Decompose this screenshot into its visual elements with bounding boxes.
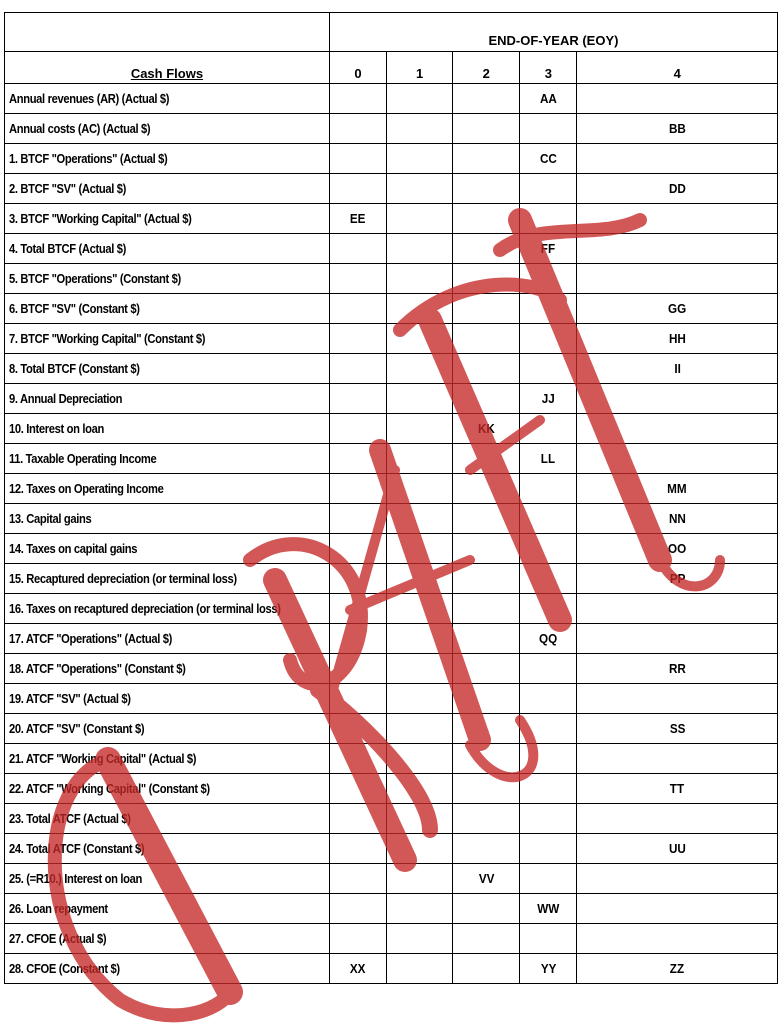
row-label [5,744,330,774]
value-text: EE [350,211,366,226]
row-label [5,354,330,384]
table-row [5,294,778,324]
row-label [5,804,330,834]
header-row-eoy [5,13,778,52]
value-cell-year-4 [577,834,778,864]
row-label [5,264,330,294]
value-text: GG [668,301,687,316]
value-cell-year-4 [577,804,778,834]
value-cell-year-3 [520,264,577,294]
table-row [5,654,778,684]
row-label-text: 22. ATCF "Working Capital" (Constant $) [9,781,210,796]
year-header-3: 3 [520,52,577,84]
table-row [5,804,778,834]
value-text: KK [477,421,495,436]
row-label-text: Annual costs (AC) (Actual $) [9,121,151,136]
value-cell-year-2 [453,204,520,234]
value-cell-year-3 [520,684,577,714]
value-cell-year-0 [329,174,386,204]
header-row-years [5,52,778,84]
row-label [5,714,330,744]
table-row [5,114,778,144]
row-label [5,954,330,984]
row-label-text: 24. Total ATCF (Constant $) [9,841,145,856]
row-label-text: 6. BTCF "SV" (Constant $) [9,301,140,316]
value-text: UU [668,841,686,856]
value-cell-year-4 [577,234,778,264]
value-cell-year-1 [387,804,453,834]
value-cell-year-4 [577,924,778,954]
value-cell-year-0 [329,204,386,234]
row-label [5,534,330,564]
value-cell-year-2 [453,444,520,474]
row-label-text: 8. Total BTCF (Constant $) [9,361,140,376]
row-label-text: 5. BTCF "Operations" (Constant $) [9,271,181,286]
row-label [5,624,330,654]
row-label-text: 13. Capital gains [9,511,92,526]
value-cell-year-2 [453,624,520,654]
value-cell-year-2 [453,474,520,504]
value-cell-year-3 [520,84,577,114]
value-cell-year-2 [453,384,520,414]
value-cell-year-3 [520,234,577,264]
value-cell-year-2 [453,564,520,594]
table-row [5,594,778,624]
value-cell-year-1 [387,774,453,804]
value-cell-year-3 [520,594,577,624]
value-cell-year-3 [520,924,577,954]
cash-flow-table [4,12,778,984]
value-cell-year-1 [387,564,453,594]
table-row [5,504,778,534]
value-cell-year-3 [520,534,577,564]
value-cell-year-0 [329,474,386,504]
table-row [5,864,778,894]
value-cell-year-1 [387,84,453,114]
value-cell-year-3 [520,774,577,804]
value-cell-year-0 [329,714,386,744]
value-cell-year-0 [329,294,386,324]
value-cell-year-1 [387,864,453,894]
table-row [5,84,778,114]
row-label [5,84,330,114]
value-cell-year-2 [453,804,520,834]
row-label-text: 19. ATCF "SV" (Actual $) [9,691,131,706]
row-label [5,384,330,414]
row-label-text: 2. BTCF "SV" (Actual $) [9,181,127,196]
value-cell-year-4 [577,354,778,384]
value-cell-year-1 [387,354,453,384]
table-row [5,174,778,204]
row-label-text: 3. BTCF "Working Capital" (Actual $) [9,211,192,226]
value-cell-year-1 [387,324,453,354]
value-cell-year-0 [329,624,386,654]
value-cell-year-4 [577,474,778,504]
table-row [5,624,778,654]
value-cell-year-0 [329,564,386,594]
value-cell-year-2 [453,894,520,924]
value-text: NN [668,511,686,526]
row-label [5,594,330,624]
value-cell-year-0 [329,144,386,174]
value-cell-year-0 [329,234,386,264]
row-label [5,504,330,534]
row-label-text: 4. Total BTCF (Actual $) [9,241,127,256]
cash-flows-header: Cash Flows [5,52,330,84]
value-cell-year-1 [387,474,453,504]
value-cell-year-3 [520,624,577,654]
row-label-text: 7. BTCF "Working Capital" (Constant $) [9,331,206,346]
value-cell-year-1 [387,444,453,474]
value-cell-year-1 [387,954,453,984]
value-cell-year-3 [520,864,577,894]
value-cell-year-1 [387,684,453,714]
value-cell-year-4 [577,864,778,894]
value-cell-year-2 [453,144,520,174]
value-cell-year-0 [329,264,386,294]
value-cell-year-4 [577,264,778,294]
value-cell-year-1 [387,264,453,294]
row-label [5,114,330,144]
value-cell-year-4 [577,174,778,204]
value-text: LL [541,451,556,466]
table-row [5,684,778,714]
value-cell-year-4 [577,564,778,594]
value-cell-year-2 [453,294,520,324]
table-row [5,474,778,504]
value-cell-year-2 [453,84,520,114]
table-row [5,924,778,954]
value-cell-year-4 [577,774,778,804]
value-cell-year-3 [520,474,577,504]
value-text: II [673,361,681,376]
row-label [5,444,330,474]
value-cell-year-3 [520,834,577,864]
value-cell-year-4 [577,504,778,534]
value-cell-year-1 [387,534,453,564]
value-cell-year-4 [577,714,778,744]
row-label-text: 9. Annual Depreciation [9,391,123,406]
value-cell-year-0 [329,384,386,414]
value-cell-year-2 [453,594,520,624]
row-label [5,294,330,324]
row-label-text: Annual revenues (AR) (Actual $) [9,91,170,106]
value-cell-year-1 [387,744,453,774]
value-cell-year-2 [453,714,520,744]
value-cell-year-0 [329,774,386,804]
row-label-text: 18. ATCF "Operations" (Constant $) [9,661,186,676]
value-cell-year-1 [387,894,453,924]
value-cell-year-1 [387,114,453,144]
value-cell-year-4 [577,444,778,474]
value-cell-year-3 [520,564,577,594]
row-label [5,324,330,354]
value-cell-year-3 [520,384,577,414]
value-cell-year-1 [387,204,453,234]
value-cell-year-0 [329,954,386,984]
table-row [5,564,778,594]
row-label [5,414,330,444]
row-label [5,924,330,954]
value-cell-year-0 [329,834,386,864]
value-cell-year-3 [520,804,577,834]
value-cell-year-2 [453,774,520,804]
value-text: XX [350,961,366,976]
value-text: BB [668,121,686,136]
value-cell-year-3 [520,144,577,174]
value-cell-year-4 [577,204,778,234]
row-label-text: 14. Taxes on capital gains [9,541,138,556]
value-cell-year-3 [520,894,577,924]
value-text: YY [540,961,557,976]
value-cell-year-4 [577,114,778,144]
value-cell-year-4 [577,624,778,654]
row-label [5,144,330,174]
year-header-1: 1 [387,52,453,84]
value-cell-year-2 [453,324,520,354]
value-cell-year-2 [453,234,520,264]
value-cell-year-3 [520,294,577,324]
value-cell-year-0 [329,114,386,144]
value-text: MM [667,481,687,496]
table-row [5,954,778,984]
value-text: VV [478,871,495,886]
value-cell-year-2 [453,744,520,774]
value-cell-year-0 [329,804,386,834]
row-label [5,654,330,684]
row-label [5,474,330,504]
table-row [5,744,778,774]
row-label-text: 12. Taxes on Operating Income [9,481,164,496]
table-row [5,234,778,264]
value-cell-year-3 [520,654,577,684]
value-cell-year-2 [453,684,520,714]
value-cell-year-1 [387,234,453,264]
value-cell-year-1 [387,714,453,744]
value-text: PP [669,571,686,586]
value-cell-year-2 [453,414,520,444]
value-cell-year-3 [520,174,577,204]
value-cell-year-4 [577,954,778,984]
header-blank-cell [5,13,330,52]
year-header-0: 0 [329,52,386,84]
row-label [5,834,330,864]
value-cell-year-3 [520,354,577,384]
value-text: JJ [541,391,555,406]
row-label-text: 21. ATCF "Working Capital" (Actual $) [9,751,197,766]
value-cell-year-1 [387,144,453,174]
row-label [5,174,330,204]
value-cell-year-2 [453,954,520,984]
value-cell-year-4 [577,84,778,114]
value-cell-year-4 [577,654,778,684]
value-cell-year-4 [577,144,778,174]
value-cell-year-3 [520,324,577,354]
value-cell-year-2 [453,864,520,894]
row-label-text: 27. CFOE (Actual $) [9,931,107,946]
value-cell-year-4 [577,744,778,774]
value-cell-year-0 [329,84,386,114]
value-cell-year-4 [577,414,778,444]
row-label [5,774,330,804]
value-text: HH [668,331,686,346]
table-row [5,204,778,234]
table-row [5,834,778,864]
row-label-text: 17. ATCF "Operations" (Actual $) [9,631,172,646]
value-text: QQ [539,631,558,646]
row-label-text: 26. Loan repayment [9,901,108,916]
value-cell-year-2 [453,654,520,684]
value-cell-year-2 [453,114,520,144]
value-cell-year-1 [387,414,453,444]
value-cell-year-3 [520,444,577,474]
value-cell-year-0 [329,444,386,474]
value-text: RR [668,661,686,676]
table-row [5,774,778,804]
value-cell-year-2 [453,174,520,204]
row-label [5,204,330,234]
value-cell-year-2 [453,534,520,564]
value-cell-year-1 [387,504,453,534]
value-cell-year-2 [453,924,520,954]
eoy-title: END-OF-YEAR (EOY) [329,13,777,52]
row-label-text: 11. Taxable Operating Income [9,451,157,466]
value-text: TT [670,781,685,796]
value-cell-year-0 [329,744,386,774]
value-cell-year-3 [520,744,577,774]
value-cell-year-1 [387,834,453,864]
value-text: CC [539,151,557,166]
row-label [5,684,330,714]
row-label-text: 15. Recaptured depreciation (or terminal loss) [9,571,237,586]
value-cell-year-4 [577,534,778,564]
table-row [5,324,778,354]
value-cell-year-1 [387,624,453,654]
value-cell-year-4 [577,894,778,924]
value-cell-year-1 [387,654,453,684]
value-cell-year-0 [329,684,386,714]
row-label [5,564,330,594]
value-text: OO [668,541,687,556]
value-cell-year-3 [520,954,577,984]
year-header-2: 2 [453,52,520,84]
table-row [5,384,778,414]
value-cell-year-4 [577,384,778,414]
table-row [5,264,778,294]
value-cell-year-0 [329,414,386,444]
value-cell-year-2 [453,264,520,294]
row-label-text: 10. Interest on loan [9,421,105,436]
value-cell-year-0 [329,324,386,354]
table-row [5,894,778,924]
value-cell-year-0 [329,654,386,684]
row-label-text: 16. Taxes on recaptured depreciation (or terminal loss) [9,601,281,616]
value-cell-year-1 [387,384,453,414]
value-cell-year-4 [577,294,778,324]
value-text: WW [537,901,560,916]
value-cell-year-0 [329,864,386,894]
value-text: AA [539,91,557,106]
value-cell-year-4 [577,594,778,624]
row-label [5,894,330,924]
value-cell-year-3 [520,114,577,144]
value-cell-year-1 [387,294,453,324]
value-cell-year-2 [453,354,520,384]
value-cell-year-1 [387,924,453,954]
row-label-text: 20. ATCF "SV" (Constant $) [9,721,145,736]
value-cell-year-3 [520,504,577,534]
table-row [5,354,778,384]
value-cell-year-0 [329,534,386,564]
row-label-text: 25. (=R10.) Interest on loan [9,871,142,886]
table-row [5,144,778,174]
row-label [5,864,330,894]
value-text: DD [668,181,686,196]
value-text: SS [669,721,686,736]
value-cell-year-3 [520,414,577,444]
value-text: FF [541,241,556,256]
row-label-text: 23. Total ATCF (Actual $) [9,811,131,826]
value-cell-year-4 [577,324,778,354]
value-cell-year-0 [329,594,386,624]
value-cell-year-4 [577,684,778,714]
value-cell-year-3 [520,204,577,234]
value-cell-year-3 [520,714,577,744]
value-cell-year-2 [453,834,520,864]
value-cell-year-0 [329,924,386,954]
row-label-text: 28. CFOE (Constant $) [9,961,120,976]
value-cell-year-1 [387,594,453,624]
table-row [5,714,778,744]
row-label-text: 1. BTCF "Operations" (Actual $) [9,151,168,166]
value-cell-year-0 [329,504,386,534]
value-cell-year-2 [453,504,520,534]
table-row [5,534,778,564]
table-row [5,414,778,444]
table-row [5,444,778,474]
value-cell-year-0 [329,894,386,924]
row-label [5,234,330,264]
value-text: ZZ [670,961,685,976]
value-cell-year-1 [387,174,453,204]
year-header-4: 4 [577,52,778,84]
value-cell-year-0 [329,354,386,384]
